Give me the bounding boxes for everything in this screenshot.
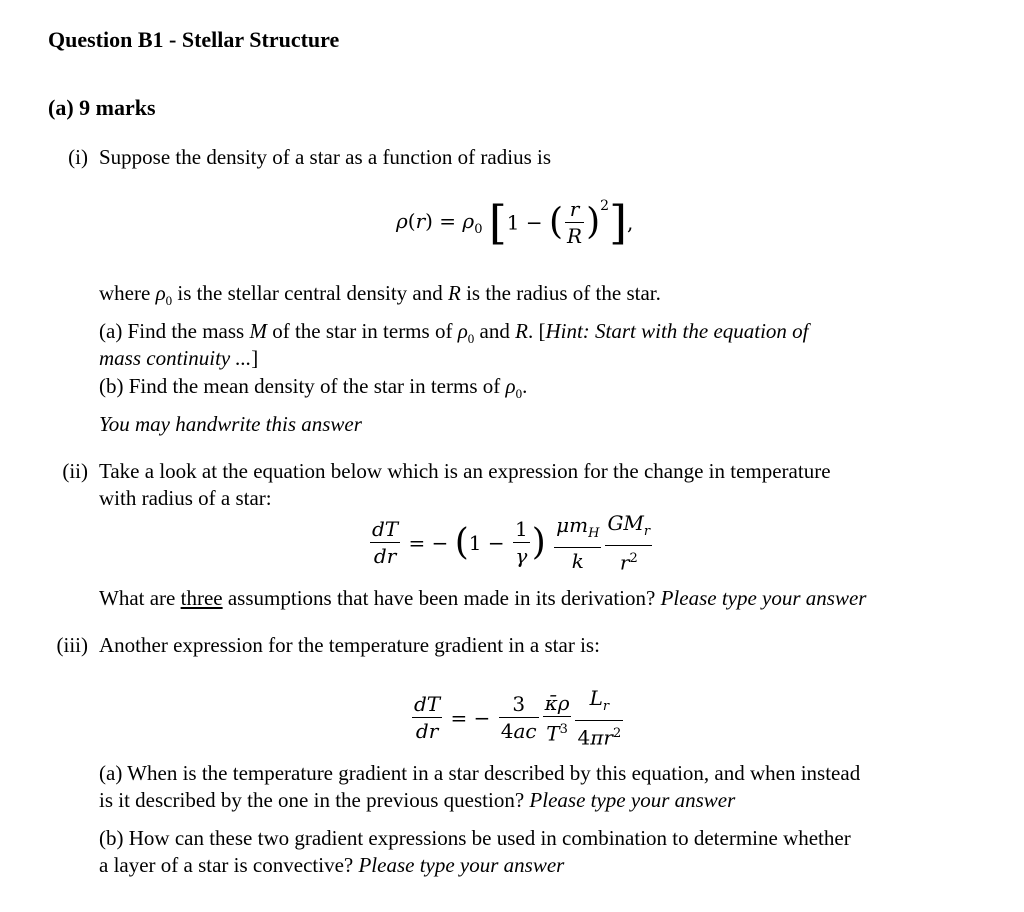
q1-where: where $\rho_0$ is the stellar central density and R is the radius of the star. — [99, 281, 661, 309]
q3-intro: Another expression for the temperature gradient in a star is: — [99, 633, 600, 657]
q3-part-b-line2: a layer of a star is convective? Please type your answer — [99, 853, 565, 877]
q1-part-b: (b) Find the mean density of the star in terms of $\rho_0$. — [99, 374, 528, 402]
adiabatic-gradient-equation: $\frac{dT}{dr}$ = − (1 − $\frac{1}{\gamma}$ ) $\frac{\mu m_H}{k}$ $\frac{GM_r}{r^2}$ — [372, 511, 651, 575]
q1-part-a-line2: mass continuity ...] — [99, 346, 259, 370]
radiative-gradient-equation: $\frac{dT}{dr}$ = − $\frac{3}{4ac}$ $\frac{\kappā\rho}{T^3}$ $\frac{L_r}{4\pi r^2}$ — [414, 686, 622, 750]
q2-label: (ii) — [62, 459, 88, 483]
q2-line1: Take a look at the equation below which is an expression for the change in temperature — [99, 459, 831, 483]
q1-intro: Suppose the density of a star as a function of radius is — [99, 145, 551, 169]
q1-note: You may handwrite this answer — [99, 412, 362, 436]
q3-label: (iii) — [56, 633, 88, 657]
q1-part-a-line1: (a) Find the mass M of the star in terms of $\rho_0$ and R. [Hint: Start with the equation of — [99, 319, 809, 347]
q2-line2: with radius of a star: — [99, 486, 272, 510]
density-equation: $\rho(r) = \rho_0$ [1 − ( $\frac{r}{R}$ )$^2$], — [396, 195, 634, 250]
q2-question: What are three assumptions that have been made in its derivation? Please type your answer — [99, 586, 867, 610]
q3-part-a-line2: is it described by the one in the previous question? Please type your answer — [99, 788, 736, 812]
question-title: Question B1 - Stellar Structure — [48, 27, 340, 52]
q3-part-a-line1: (a) When is the temperature gradient in a star described by this equation, and when instead — [99, 761, 861, 785]
q1-label: (i) — [68, 145, 88, 169]
part-a-marks: (a) 9 marks — [48, 95, 156, 120]
q3-part-b-line1: (b) How can these two gradient expressions be used in combination to determine whether — [99, 826, 851, 850]
